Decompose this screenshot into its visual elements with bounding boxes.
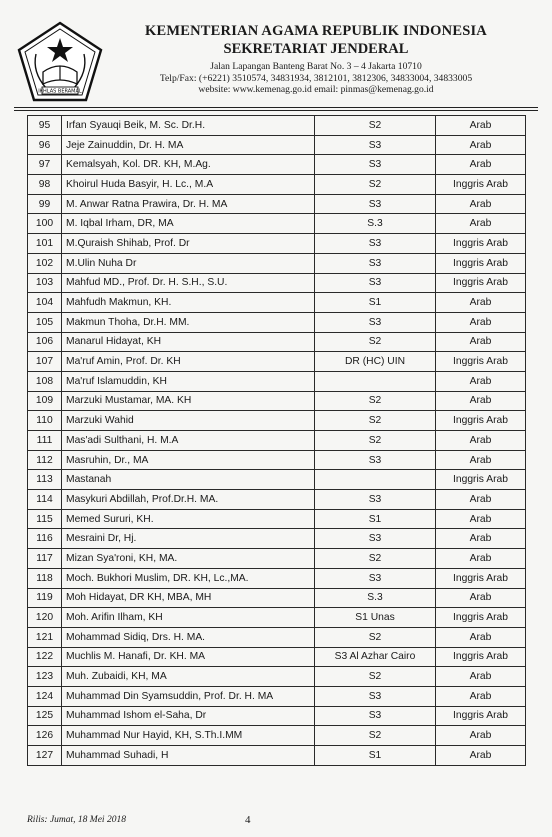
- row-language: Arab: [436, 746, 526, 766]
- row-name: Mas'adi Sulthani, H. M.A: [62, 431, 315, 451]
- letterhead-text: [106, 22, 526, 96]
- table-row: [28, 293, 526, 313]
- row-name: Masruhin, Dr., MA: [62, 450, 315, 470]
- row-number: 116: [28, 529, 62, 549]
- row-education: S3: [315, 312, 436, 332]
- row-language: Arab: [436, 194, 526, 214]
- row-language: Inggris Arab: [436, 273, 526, 293]
- row-language: Arab: [436, 431, 526, 451]
- row-number: 119: [28, 588, 62, 608]
- row-name: Ma'ruf Amin, Prof. Dr. KH: [62, 352, 315, 372]
- row-name: Muhammad Nur Hayid, KH, S.Th.I.MM: [62, 726, 315, 746]
- row-education: S1: [315, 746, 436, 766]
- table-row: [28, 253, 526, 273]
- row-language: Inggris Arab: [436, 470, 526, 490]
- row-education: S2: [315, 431, 436, 451]
- emblem-motto: IKHLAS BERAMAL: [38, 88, 82, 95]
- row-number: 104: [28, 293, 62, 313]
- row-education: S2: [315, 627, 436, 647]
- row-number: 103: [28, 273, 62, 293]
- preacher-table: [27, 115, 526, 766]
- row-name: Masykuri Abdillah, Prof.Dr.H. MA.: [62, 490, 315, 510]
- row-name: M. Anwar Ratna Prawira, Dr. H. MA: [62, 194, 315, 214]
- row-name: Mesraini Dr, Hj.: [62, 529, 315, 549]
- row-education: S2: [315, 391, 436, 411]
- row-name: Marzuki Mustamar, MA. KH: [62, 391, 315, 411]
- row-number: 127: [28, 746, 62, 766]
- table-row: [28, 116, 526, 136]
- row-number: 112: [28, 450, 62, 470]
- row-name: Moh Hidayat, DR KH, MBA, MH: [62, 588, 315, 608]
- table-row: [28, 568, 526, 588]
- table-row: [28, 214, 526, 234]
- row-name: Ma'ruf Islamuddin, KH: [62, 371, 315, 391]
- row-education: S3: [315, 450, 436, 470]
- row-number: 100: [28, 214, 62, 234]
- row-education: S.3: [315, 214, 436, 234]
- row-number: 109: [28, 391, 62, 411]
- row-name: Mohammad Sidiq, Drs. H. MA.: [62, 627, 315, 647]
- row-number: 122: [28, 647, 62, 667]
- row-language: Inggris Arab: [436, 411, 526, 431]
- table-row: [28, 529, 526, 549]
- row-name: M. Iqbal Irham, DR, MA: [62, 214, 315, 234]
- row-number: 124: [28, 686, 62, 706]
- row-name: Moch. Bukhori Muslim, DR. KH, Lc.,MA.: [62, 568, 315, 588]
- row-language: Inggris Arab: [436, 568, 526, 588]
- row-name: Marzuki Wahid: [62, 411, 315, 431]
- row-language: Arab: [436, 214, 526, 234]
- row-education: S.3: [315, 588, 436, 608]
- row-number: 107: [28, 352, 62, 372]
- row-language: Arab: [436, 529, 526, 549]
- row-language: Inggris Arab: [436, 608, 526, 628]
- table-row: [28, 549, 526, 569]
- phone-line: Telp/Fax: (+6221) 3510574, 34831934, 3812101, 3812306, 34833004, 34833005: [159, 72, 473, 84]
- row-number: 110: [28, 411, 62, 431]
- row-name: Mastanah: [62, 470, 315, 490]
- row-number: 126: [28, 726, 62, 746]
- row-language: Inggris Arab: [436, 253, 526, 273]
- page-number: 4: [245, 814, 251, 826]
- header-divider-thin: [14, 110, 538, 111]
- table-row: [28, 332, 526, 352]
- release-date: Rilis: Jumat, 18 Mei 2018: [27, 815, 126, 825]
- row-name: Kemalsyah, Kol. DR. KH, M.Ag.: [62, 155, 315, 175]
- row-education: S3: [315, 253, 436, 273]
- row-education: S1: [315, 509, 436, 529]
- row-name: Jeje Zainuddin, Dr. H. MA: [62, 135, 315, 155]
- row-language: Arab: [436, 509, 526, 529]
- row-name: Muhammad Din Syamsuddin, Prof. Dr. H. MA: [62, 686, 315, 706]
- row-education: S3: [315, 529, 436, 549]
- row-education: S3: [315, 686, 436, 706]
- row-name: Makmun Thoha, Dr.H. MM.: [62, 312, 315, 332]
- row-education: S3: [315, 490, 436, 510]
- row-education: S2: [315, 411, 436, 431]
- row-education: S1: [315, 293, 436, 313]
- table-row: [28, 411, 526, 431]
- table-row: [28, 371, 526, 391]
- row-education: S3: [315, 155, 436, 175]
- row-name: Mahfud MD., Prof. Dr. H. S.H., S.U.: [62, 273, 315, 293]
- table-row: [28, 155, 526, 175]
- letterhead: [0, 0, 552, 112]
- row-education: S2: [315, 726, 436, 746]
- ministry-emblem-icon: [16, 20, 104, 106]
- secretariat-name: SEKRETARIAT JENDERAL: [223, 41, 409, 57]
- row-number: 117: [28, 549, 62, 569]
- table-body: [28, 116, 526, 766]
- row-language: Inggris Arab: [436, 352, 526, 372]
- row-language: Arab: [436, 312, 526, 332]
- row-education: S3: [315, 194, 436, 214]
- table-row: [28, 509, 526, 529]
- row-language: Arab: [436, 667, 526, 687]
- row-number: 121: [28, 627, 62, 647]
- row-education: S3: [315, 273, 436, 293]
- table-row: [28, 175, 526, 195]
- row-language: Arab: [436, 490, 526, 510]
- table-row: [28, 391, 526, 411]
- row-name: Muhammad Ishom el-Saha, Dr: [62, 706, 315, 726]
- row-name: M.Ulin Nuha Dr: [62, 253, 315, 273]
- row-language: Inggris Arab: [436, 706, 526, 726]
- table-row: [28, 490, 526, 510]
- row-education: S2: [315, 667, 436, 687]
- row-language: Arab: [436, 116, 526, 136]
- row-language: Arab: [436, 155, 526, 175]
- row-number: 98: [28, 175, 62, 195]
- row-number: 101: [28, 234, 62, 254]
- row-education: S2: [315, 175, 436, 195]
- row-name: Muchlis M. Hanafi, Dr. KH. MA: [62, 647, 315, 667]
- row-name: Manarul Hidayat, KH: [62, 332, 315, 352]
- row-name: Irfan Syauqi Beik, M. Sc. Dr.H.: [62, 116, 315, 136]
- row-education: DR (HC) UIN: [315, 352, 436, 372]
- table-row: [28, 273, 526, 293]
- table-row: [28, 627, 526, 647]
- row-language: Arab: [436, 450, 526, 470]
- row-number: 96: [28, 135, 62, 155]
- row-name: Moh. Arifin Ilham, KH: [62, 608, 315, 628]
- row-education: S2: [315, 116, 436, 136]
- row-name: Mahfudh Makmun, KH.: [62, 293, 315, 313]
- website-line: website: www.kemenag.go.id email: pinmas@kemenag.go.id: [198, 84, 434, 95]
- table-row: [28, 608, 526, 628]
- row-number: 97: [28, 155, 62, 175]
- row-number: 111: [28, 431, 62, 451]
- row-language: Inggris Arab: [436, 234, 526, 254]
- table-row: [28, 706, 526, 726]
- row-name: Khoirul Huda Basyir, H. Lc., M.A: [62, 175, 315, 195]
- table-row: [28, 746, 526, 766]
- table-row: [28, 686, 526, 706]
- row-number: 99: [28, 194, 62, 214]
- row-education: [315, 470, 436, 490]
- table-row: [28, 470, 526, 490]
- row-language: Arab: [436, 549, 526, 569]
- table-row: [28, 431, 526, 451]
- row-name: Muh. Zubaidi, KH, MA: [62, 667, 315, 687]
- row-language: Arab: [436, 686, 526, 706]
- row-language: Arab: [436, 391, 526, 411]
- row-education: S1 Unas: [315, 608, 436, 628]
- row-language: Inggris Arab: [436, 647, 526, 667]
- row-number: 106: [28, 332, 62, 352]
- table-row: [28, 352, 526, 372]
- row-name: Muhammad Suhadi, H: [62, 746, 315, 766]
- row-number: 115: [28, 509, 62, 529]
- row-name: Mizan Sya'roni, KH, MA.: [62, 549, 315, 569]
- row-language: Arab: [436, 135, 526, 155]
- row-number: 95: [28, 116, 62, 136]
- row-education: S2: [315, 332, 436, 352]
- table-row: [28, 667, 526, 687]
- row-name: Memed Sururi, KH.: [62, 509, 315, 529]
- row-number: 118: [28, 568, 62, 588]
- table-row: [28, 194, 526, 214]
- row-language: Arab: [436, 293, 526, 313]
- table-row: [28, 647, 526, 667]
- row-language: Arab: [436, 588, 526, 608]
- row-education: [315, 371, 436, 391]
- table-row: [28, 726, 526, 746]
- row-education: S3: [315, 135, 436, 155]
- row-number: 125: [28, 706, 62, 726]
- row-language: Arab: [436, 726, 526, 746]
- row-language: Arab: [436, 371, 526, 391]
- row-number: 120: [28, 608, 62, 628]
- row-number: 123: [28, 667, 62, 687]
- table-row: [28, 588, 526, 608]
- row-education: S3 Al Azhar Cairo: [315, 647, 436, 667]
- table-row: [28, 450, 526, 470]
- table-row: [28, 135, 526, 155]
- row-number: 114: [28, 490, 62, 510]
- address-line: Jalan Lapangan Banteng Barat No. 3 – 4 Jakarta 10710: [210, 61, 422, 72]
- row-education: S3: [315, 234, 436, 254]
- row-number: 105: [28, 312, 62, 332]
- row-education: S3: [315, 568, 436, 588]
- table-row: [28, 234, 526, 254]
- row-number: 108: [28, 371, 62, 391]
- ministry-name: KEMENTERIAN AGAMA REPUBLIK INDONESIA: [145, 23, 487, 39]
- row-education: S3: [315, 706, 436, 726]
- row-number: 113: [28, 470, 62, 490]
- row-number: 102: [28, 253, 62, 273]
- header-divider: [14, 107, 538, 108]
- row-education: S2: [315, 549, 436, 569]
- table-row: [28, 312, 526, 332]
- row-language: Arab: [436, 332, 526, 352]
- row-name: M.Quraish Shihab, Prof. Dr: [62, 234, 315, 254]
- row-language: Inggris Arab: [436, 175, 526, 195]
- row-language: Arab: [436, 627, 526, 647]
